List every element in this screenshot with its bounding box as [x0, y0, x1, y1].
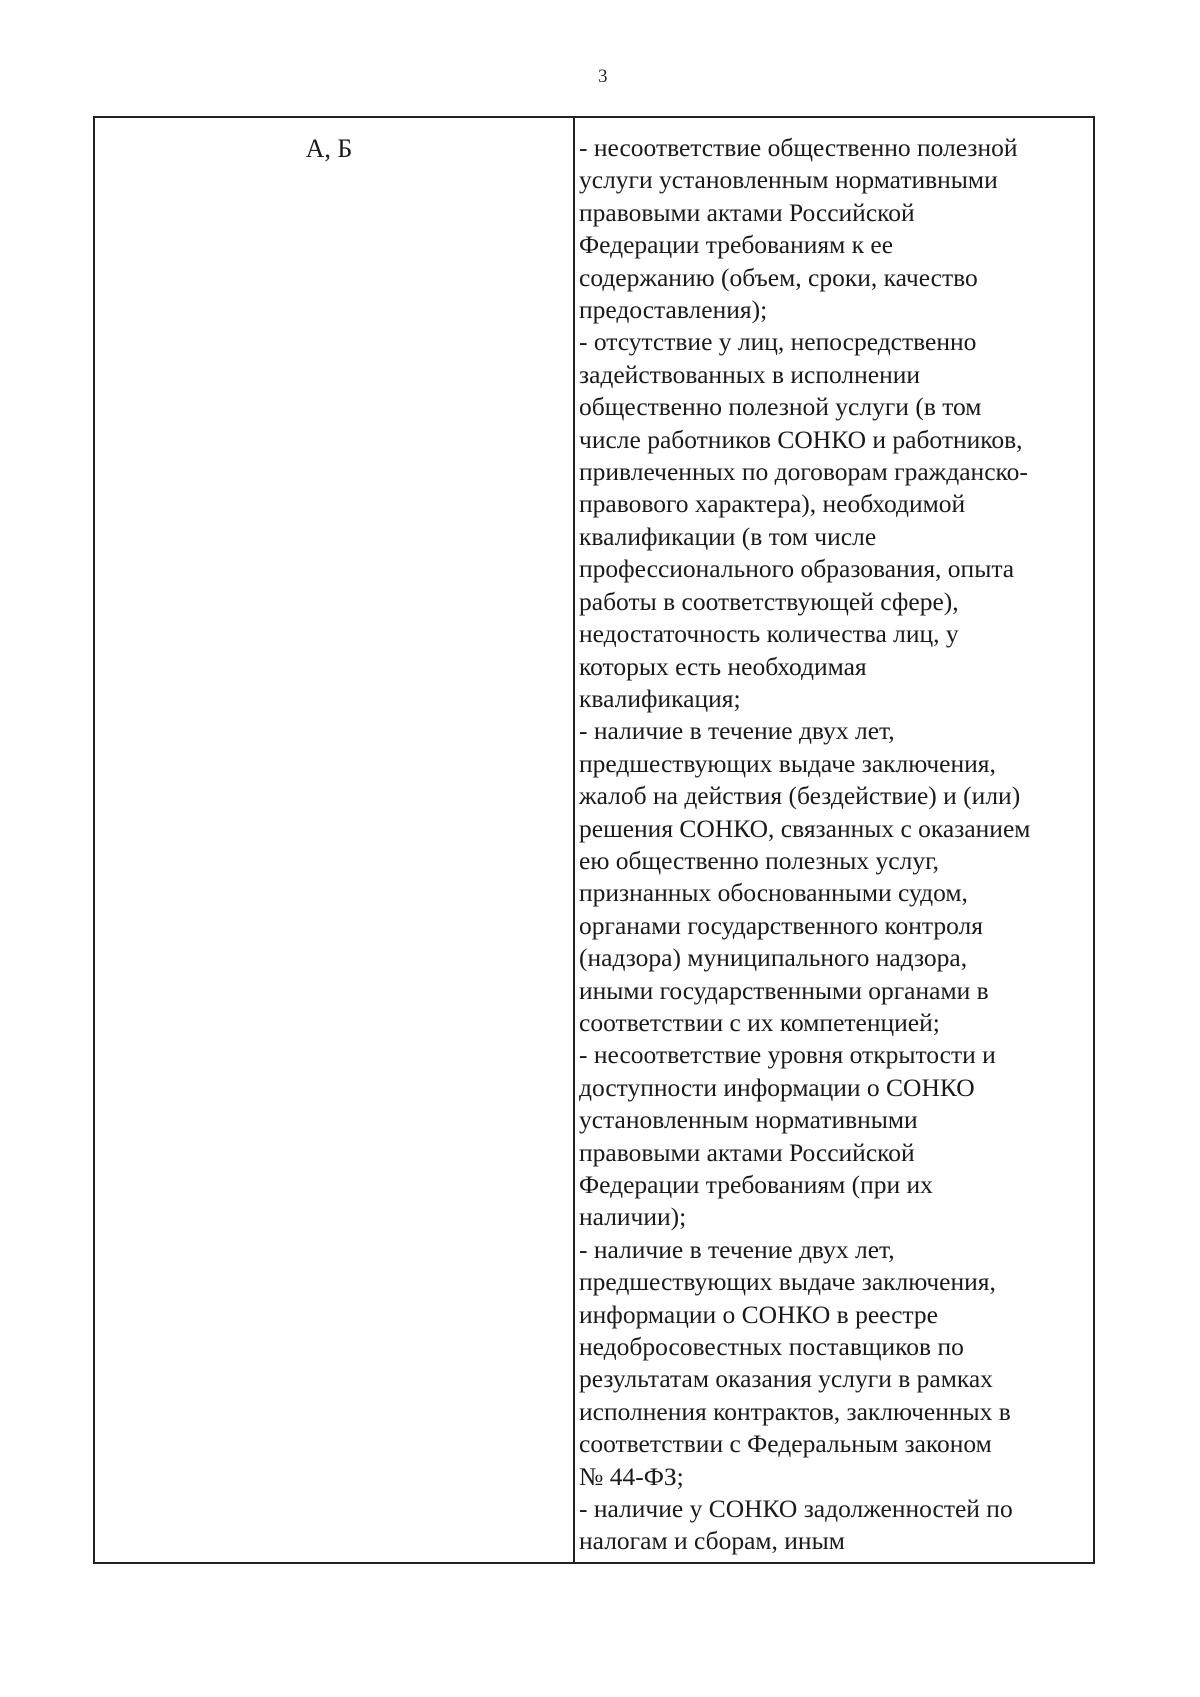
- text-line: - несоответствие уровня открытости и: [579, 1040, 996, 1070]
- text-line: квалификации (в том числе: [579, 521, 877, 551]
- text-line: предшествующих выдаче заключения,: [579, 1267, 996, 1297]
- text-line: услуги установленным нормативными: [579, 165, 998, 195]
- text-line: органами государственного контроля: [579, 910, 984, 940]
- group-label: А, Б: [305, 134, 353, 163]
- text-line: налогам и сборам, иным: [579, 1526, 845, 1556]
- text-line: установленным нормативными: [579, 1105, 918, 1135]
- text-line: задействованных в исполнении: [579, 359, 921, 389]
- text-line: предшествующих выдаче заключения,: [579, 748, 996, 778]
- text-line: правовыми актами Российской: [579, 1137, 915, 1167]
- text-line: правовыми актами Российской: [579, 197, 915, 227]
- text-line: недостаточность количества лиц, у: [579, 619, 959, 649]
- text-line: правового характера), необходимой: [579, 489, 966, 519]
- criteria-cell: [574, 117, 1094, 1563]
- text-line: профессионального образования, опыта: [579, 554, 1015, 584]
- text-line: работы в соответствующей сфере),: [579, 586, 959, 616]
- text-line: которых есть необходимая: [579, 651, 867, 681]
- text-line: Федерации требованиям (при их: [579, 1170, 933, 1199]
- text-line: наличии);: [579, 1202, 687, 1232]
- text-line: - наличие в течение двух лет,: [579, 1234, 895, 1264]
- text-line: числе работников СОНКО и работников,: [579, 424, 1023, 454]
- text-line: информации о СОНКО в реестре: [579, 1299, 938, 1329]
- criteria-table: [93, 116, 1095, 1564]
- text-line: содержанию (объем, сроки, качество: [579, 262, 978, 292]
- table-row: [94, 117, 1094, 1563]
- text-line: - наличие у СОНКО задолженностей по: [579, 1494, 1013, 1524]
- group-cell: [94, 117, 574, 1563]
- text-line: предоставления);: [579, 295, 768, 325]
- text-line: соответствии с их компетенцией;: [579, 1007, 940, 1037]
- text-line: квалификация;: [579, 683, 741, 713]
- text-line: Федерации требованиям к ее: [579, 230, 894, 260]
- text-line: исполнения контрактов, заключенных в: [579, 1396, 1011, 1426]
- text-line: общественно полезной услуги (в том: [579, 392, 982, 422]
- criteria-text: [579, 132, 1089, 1558]
- text-line: ею общественно полезных услуг,: [579, 845, 940, 875]
- text-line: - наличие в течение двух лет,: [579, 716, 895, 746]
- text-line: (надзора) муниципального надзора,: [579, 943, 968, 973]
- text-line: - несоответствие общественно полезной: [579, 133, 1018, 162]
- text-line: решения СОНКО, связанных с оказанием: [579, 813, 1031, 843]
- page-number: 3: [598, 66, 608, 87]
- text-line: жалоб на действия (бездействие) и (или): [579, 781, 1021, 811]
- text-line: № 44-ФЗ;: [579, 1461, 684, 1491]
- text-line: соответствии с Федеральным законом: [579, 1429, 992, 1459]
- text-line: доступности информации о СОНКО: [579, 1072, 975, 1102]
- text-line: признанных обоснованными судом,: [579, 878, 968, 908]
- text-line: - отсутствие у лиц, непосредственно: [579, 327, 977, 357]
- text-line: недобросовестных поставщиков по: [579, 1332, 964, 1362]
- text-line: результатам оказания услуги в рамках: [579, 1364, 993, 1394]
- text-line: привлеченных по договорам гражданско-: [579, 457, 1028, 487]
- text-line: иными государственными органами в: [579, 975, 989, 1005]
